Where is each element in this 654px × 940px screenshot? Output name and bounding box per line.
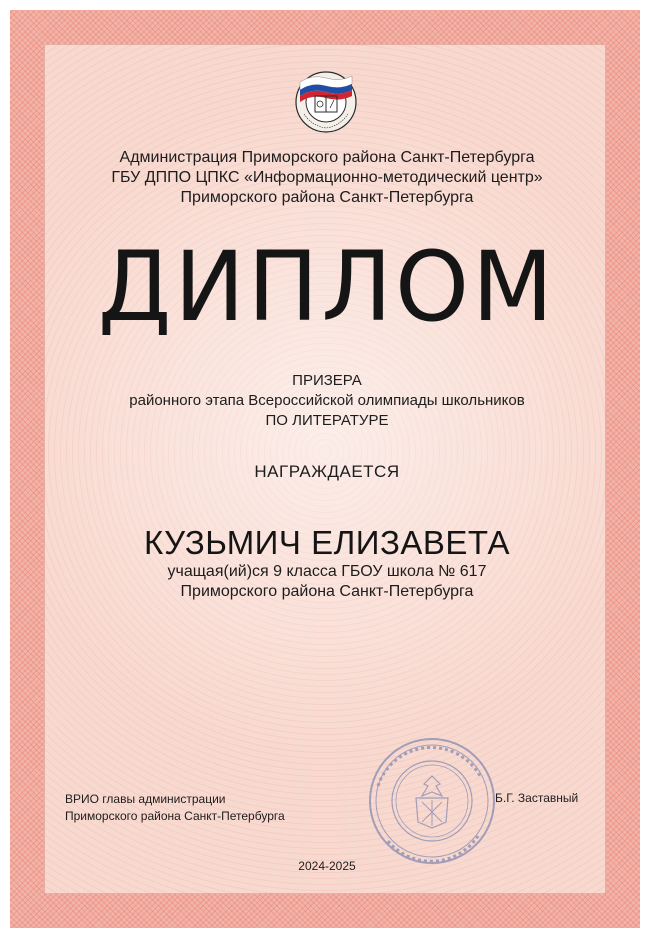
school-line-1: учащая(ий)ся 9 класса ГБОУ школа № 617 xyxy=(167,563,487,580)
diploma-title: ДИПЛОМ xyxy=(97,231,557,343)
organization-header xyxy=(0,148,654,208)
official-seal-stamp-icon xyxy=(360,726,510,876)
olympiad-subject: ПО ЛИТЕРАТУРЕ xyxy=(265,412,389,429)
award-description xyxy=(0,371,654,431)
signatory-position xyxy=(65,791,285,825)
position-line-1: ВРИО главы администрации xyxy=(65,792,226,806)
olympiad-emblem-icon xyxy=(290,66,362,136)
header-line-1: Администрация Приморского района Санкт-Петербурга xyxy=(119,149,535,166)
school-line-2: Приморского района Санкт-Петербурга xyxy=(180,583,474,600)
olympiad-stage: районного этапа Всероссийской олимпиады школьников xyxy=(129,392,525,409)
award-rank: ПРИЗЕРА xyxy=(292,372,362,389)
position-line-2: Приморского района Санкт-Петербурга xyxy=(65,809,285,823)
academic-year: 2024-2025 xyxy=(298,859,356,873)
signatory-name: Б.Г. Заставный xyxy=(495,791,579,805)
header-line-2: ГБУ ДППО ЦПКС «Информационно-методический центр» xyxy=(111,169,543,186)
recipient-name: КУЗЬМИЧ ЕЛИЗАВЕТА xyxy=(144,524,510,561)
header-line-3: Приморского района Санкт-Петербурга xyxy=(180,189,474,206)
recipient-school xyxy=(0,562,654,602)
awarded-label: НАГРАЖДАЕТСЯ xyxy=(254,462,400,481)
